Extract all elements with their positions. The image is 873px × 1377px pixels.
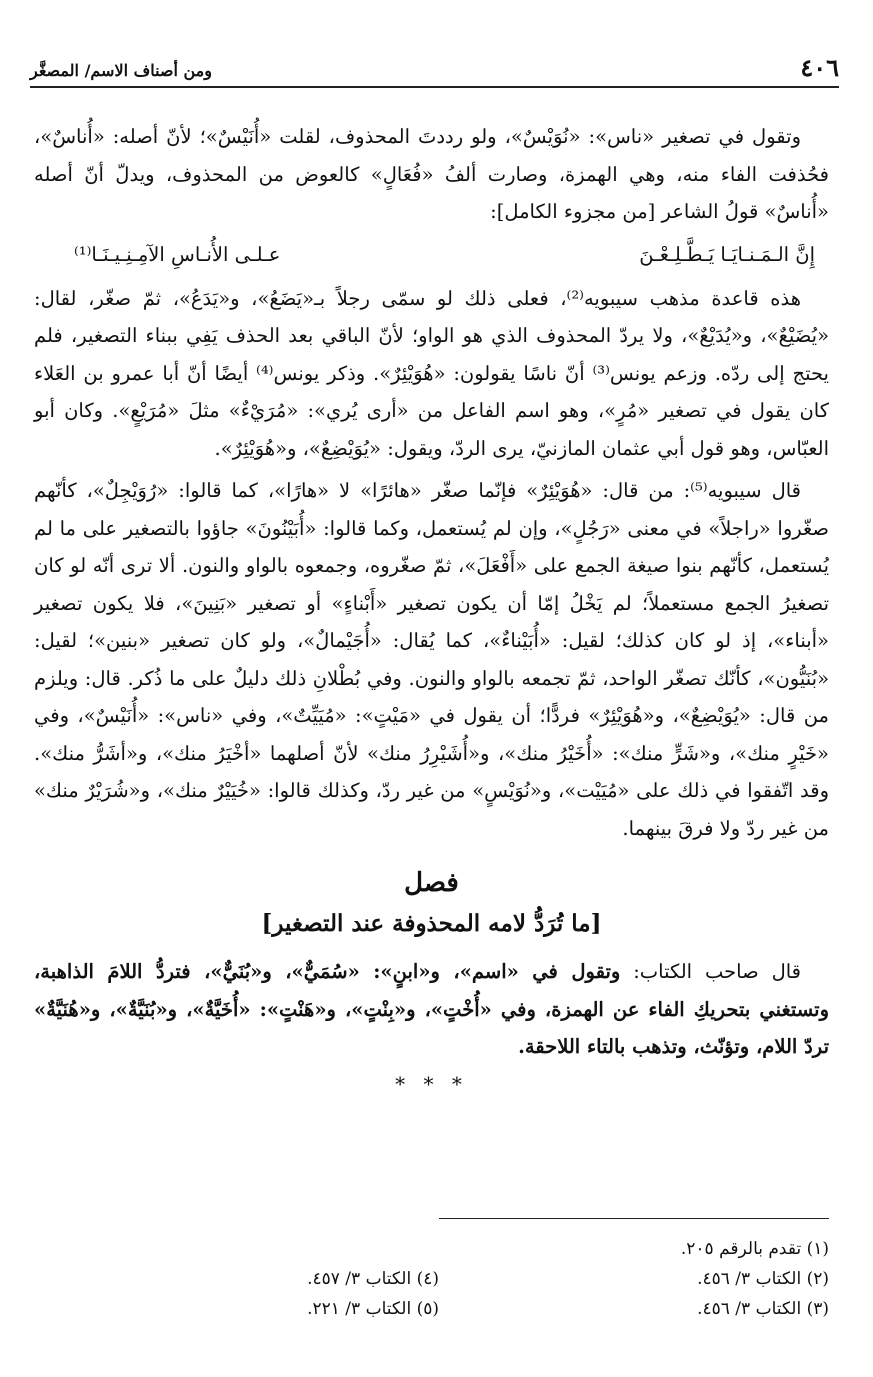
footnote-row — [34, 1264, 829, 1294]
page-number: ٤٠٦ — [800, 53, 839, 82]
footnote-row — [34, 1294, 829, 1324]
paragraph-4-intro: قال صاحب الكتاب: — [633, 960, 801, 983]
footnote-2: (٢) الكتاب ٣/ ٤٥٦. — [697, 1269, 829, 1289]
footnote-5: (٥) الكتاب ٣/ ٢٢١. — [307, 1299, 439, 1319]
verse-second-hemistich: عـلـى الأُنـاسِ الآمِـنِـيـنَـا⁽¹⁾ — [74, 242, 281, 266]
footnote-row — [34, 1234, 829, 1264]
footnotes — [34, 1234, 829, 1324]
running-title: ومن أصناف الاسم/ المصغَّر — [30, 61, 212, 80]
poetry-verse — [74, 236, 815, 274]
footnote-4: (٤) الكتاب ٣/ ٤٥٧. — [307, 1269, 439, 1289]
paragraph-1: وتقول في تصغير «ناس»: «نُوَيْسٌ»، ولو رددتَ المحذوف، لقلت «أُنَيْسٌ»؛ لأنّ أصله: «أُناسٌ»، فحُذفت الفاء منه، وهي الهمزة، وصارت ألفُ «فُعَالٍ» كالعوض من المحذوف، ويدلّ أنّ أصله «أُناسٌ» قولُ الشاعر [من مجزوء الكامل]: — [34, 125, 829, 223]
paragraph-3: قال سيبويه⁽⁵⁾: من قال: «هُوَيْئِرٌ» فإنّما صغّر «هائرًا» لا «هارًا»، كما قالوا: «رُوَيْجِلٌ»، كأنّهم صغّروا «راجلاً» في معنى «رَجُلٍ»، وإن لم يُستعمل، وكما قالوا: «أُبَيْنُونَ» جاؤوا بالتصغير على ما لم يُستعمل، كأنّهم بنوا صيغة الجمع على «أَفْعَلَ»، ثمّ صغّروه، وجمعوه بالواو والنون. ألا ترى أنّه لو كان تصغيرُ الجمع مستعملاً؛ لم يَخْلُ إمّا أن يكون تصغير «أَبْناءٍ» أو تصغير «بَنِينَ»، فلا يكون تصغير «أبناء»، إذ لو كان كذلك؛ لقيل: «أُبَيْناءٌ»، كما يُقال: «أُجَيْمالٌ»، ولو كان تصغير «بنين»؛ لقيل: «بُنَيُّون»، كأنّك تصغّر الواحد، ثمّ تجمعه بالواو والنون. وفي بُطْلانِ ذلك دليلٌ على ما ذُكر. قال: ويلزم من قال: «يُوَيْضِعٌ»، و«هُوَيْئِرٌ» فردًّا؛ أن يقول في «مَيْتٍ»: «مُيَيِّتٌ»، وفي «ناس»: «أُنَيْسٌ»، وفي «خَيْرٍ منك»، و«شَرٍّ منك»: «أُخَيْرُ منك»، و«أُشَيْرِرُ منك» لأنّ أصلهما «أخْيَرُ منك»، و«أشَرُّ منك». وقد اتّفقوا في ذلك على «مُيَيْت»، و«نُوَيْسٍ» من غير ردّ، وكذلك قالوا: «خُيَيْرٌ منك»، و«شُرَيْرٌ منك» من غير ردّ ولا فرقَ بينهما. — [34, 479, 829, 840]
section-title: فصل — [404, 868, 459, 898]
main-text — [34, 118, 829, 1096]
footnote-divider — [439, 1218, 829, 1219]
paragraph-4 — [34, 953, 829, 1066]
footnote-3: (٣) الكتاب ٣/ ٤٥٦. — [697, 1299, 829, 1319]
section-subtitle: [ما تُرَدُّ لامه المحذوفة عند التصغير] — [261, 910, 602, 937]
footnote-1: (١) تقدم بالرقم ٢٠٥. — [680, 1239, 829, 1259]
page-header — [30, 52, 839, 88]
section-separator: * * * — [395, 1071, 468, 1096]
paragraph-4-quote: وتقول في «اسم»، و«ابنٍ»: «سُمَيٌّ»، و«بُنَيٌّ»، فتردُّ اللامَ الذاهبة، وتستغني بتحريكِ الفاء عن الهمزة، وفي «أُخْتٍ»، و«بِنْتٍ»، و«هَنْتٍ»: «أُخَيَّةٌ»، و«بُنَيَّةٌ»، و«هُنَيَّةٌ» تردّ اللام، وتؤنّث، وتذهب بالتاء اللاحقة. — [34, 960, 829, 1058]
paragraph-2: هذه قاعدة مذهب سيبويه⁽²⁾، فعلى ذلك لو سمّى رجلاً بـ«يَضَعُ»، و«يَدَعُ»، ثمّ صغّر، لقال: «يُضَيْعٌ»، و«يُدَيْعٌ»، ولا يردّ المحذوف الذي هو الواو؛ لأنّ الباقي بعد الحذف يَفِي ببناء التصغير، فلم يحتج إلى ردّه. وزعم يونس⁽³⁾ أنّ ناسًا يقولون: «هُوَيْئِرٌ». وذكر يونس⁽⁴⁾ أيضًا أنّ أبا عمرو بن العَلاء كان يقول في تصغير «مُرٍ»، وهو اسم الفاعل من «أرى يُري»: «مُرَيْءٌ» مثلَ «مُرَيْعٍ». وكان أبو العبّاس، وهو قول أبي عثمان المازنيّ، يرى الردّ، ويقول: «يُوَيْضِعٌ»، و«هُوَيْئِرٌ». — [34, 286, 829, 460]
verse-first-hemistich: إِنَّ الـمَـنـايَـا يَـطَّـلِـعْـنَ — [639, 242, 815, 266]
